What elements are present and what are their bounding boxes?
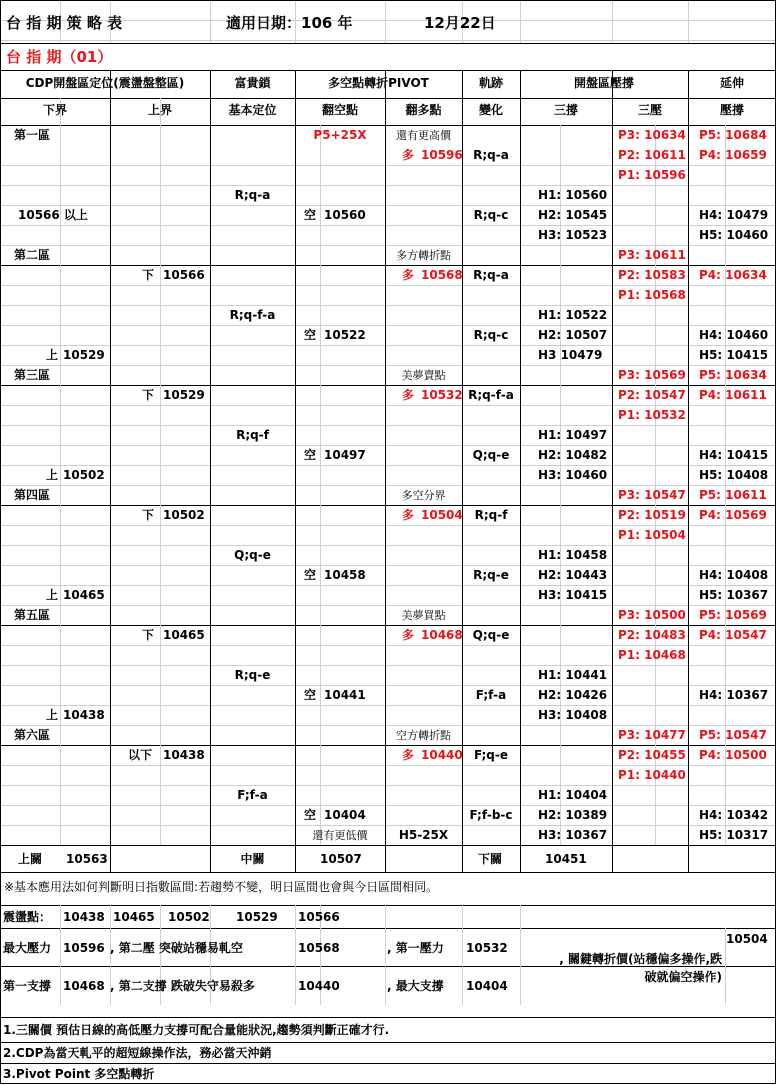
- zone-ext-h4: H4: 10367: [699, 688, 769, 702]
- zone-ext-h4: H4: 10479: [699, 208, 769, 222]
- zone-ext-p5: P5: 10634: [699, 368, 767, 382]
- zone-lower: 10529: [63, 348, 105, 362]
- zone-base: R;q-e: [234, 668, 271, 682]
- col-rich-lock: 富貴鎖: [234, 76, 271, 90]
- col-cdp-group: CDP開盤區定位(震盪盤整區): [25, 76, 185, 90]
- col-extend: 延伸: [719, 76, 744, 90]
- pivot-value: 10504: [726, 932, 768, 946]
- gate-upper-label: 上關: [18, 852, 43, 866]
- short-value: 10522: [324, 328, 366, 342]
- col-open-zone: 開盤區壓撐: [573, 76, 634, 90]
- grid-line: [0, 70, 776, 71]
- oscillation-value: 10502: [168, 910, 210, 924]
- gate-upper-value: 10563: [66, 852, 108, 866]
- zone-ext-p4: P4: 10659: [699, 148, 767, 162]
- gate-middle-label: 中關: [240, 852, 265, 866]
- grid-line: [210, 0, 211, 43]
- zone-upper-tag: 下: [142, 268, 155, 282]
- second-support-value: 10440: [298, 979, 340, 993]
- col-flip-short: 翻空點: [321, 103, 358, 117]
- col-change: 變化: [478, 103, 503, 117]
- grid-line: [0, 245, 776, 246]
- grid-line: [0, 928, 776, 929]
- zone-upper: 10438: [163, 748, 205, 762]
- zone-range: 10566 以上: [18, 208, 88, 222]
- zone-track-top: R;q-f: [474, 508, 508, 522]
- zone-h2: H2: 10443: [538, 568, 608, 582]
- zone-bottom-note: 還有更低價: [312, 829, 368, 842]
- zone-ext-h4: H4: 10415: [699, 448, 769, 462]
- grid-line: [295, 905, 296, 1005]
- zone-base: R;q-f: [236, 428, 269, 442]
- short-mark: 空: [304, 808, 317, 822]
- long-mark: 多: [402, 388, 415, 402]
- grid-line: [0, 225, 776, 226]
- zone-p3: P3: 10547: [618, 488, 686, 502]
- zone-ext-h5: H5: 10367: [699, 588, 769, 602]
- grid-line: [0, 205, 776, 206]
- footnote: 2.CDP為當天軋平的超短線操作法，務必當天沖銷: [3, 1046, 272, 1060]
- zone-name: 第六區: [14, 728, 51, 742]
- zone-track-bottom: R;q-e: [473, 568, 509, 582]
- zone-pivot-note: 多方轉折點: [396, 249, 451, 262]
- zone-lower-tag: 上: [45, 348, 58, 362]
- grid-line: [0, 1042, 776, 1043]
- grid-line: [0, 425, 776, 426]
- grid-line: [0, 825, 776, 826]
- zone-upper: 10465: [163, 628, 205, 642]
- grid-line: [520, 0, 521, 43]
- grid-line: [0, 405, 776, 406]
- zone-pivot-note: 美夢買點: [401, 609, 446, 622]
- zone-track-bottom: Q;q-e: [472, 448, 510, 462]
- zone-lower: 10438: [63, 708, 105, 722]
- grid-line: [0, 265, 776, 266]
- col-flip-long: 翻多點: [405, 103, 442, 117]
- grid-line: [0, 43, 776, 44]
- grid-line: [0, 905, 776, 906]
- pivot-text-1: , 關鍵轉折價(站穩偏多操作,跌: [559, 952, 722, 966]
- grid-line: [0, 1063, 776, 1064]
- zone-p1: P1: 10504: [618, 528, 686, 542]
- grid-line: [160, 98, 161, 845]
- grid-line: [320, 125, 321, 845]
- col-lower: 下界: [42, 103, 67, 117]
- zone-h2: H2: 10426: [538, 688, 608, 702]
- zone-upper-tag: 以下: [128, 748, 153, 762]
- subtitle: 台 指 期（01）: [6, 48, 113, 66]
- footnote: 1.三關價 預估日線的高低壓力支撐可配合量能狀況,趨勢須判斷正確才行.: [3, 1023, 390, 1037]
- grid-line: [0, 465, 776, 466]
- zone-h1: H1: 10404: [538, 788, 608, 802]
- grid-line: [688, 70, 689, 872]
- grid-line: [385, 905, 386, 1005]
- zone-ext-h4: H4: 10342: [699, 808, 769, 822]
- short-value: 10497: [324, 448, 366, 462]
- zone-h2: H2: 10389: [538, 808, 608, 822]
- zone-p1: P1: 10468: [618, 648, 686, 662]
- col-three-support: 三撐: [553, 103, 578, 117]
- max-support-label: , 最大支撐: [387, 979, 444, 993]
- zone-p1: P1: 10568: [618, 288, 686, 302]
- footnote: 3.Pivot Point 多空點轉折: [3, 1067, 155, 1081]
- page-title: 台 指 期 策 略 表: [6, 14, 123, 32]
- zone-lower: 10502: [63, 468, 105, 482]
- zone-ext-h4: H4: 10408: [699, 568, 769, 582]
- grid-line: [0, 805, 776, 806]
- gate-lower-value: 10451: [545, 852, 587, 866]
- zone-ext-p4: P4: 10500: [699, 748, 767, 762]
- grid-line: [462, 905, 463, 1005]
- grid-line: [0, 565, 776, 566]
- grid-line: [0, 872, 776, 873]
- zone-track-bottom: R;q-c: [473, 208, 509, 222]
- long-value: 10468: [421, 628, 463, 642]
- zone-pivot-note: 多空分界: [401, 489, 446, 502]
- zone-lower: 10465: [63, 588, 105, 602]
- grid-line: [0, 345, 776, 346]
- zone-base: R;q-f-a: [229, 308, 276, 322]
- long-mark: 多: [402, 148, 415, 162]
- grid-line: [295, 70, 296, 872]
- short-mark: 空: [304, 448, 317, 462]
- zone-base: Q;q-e: [234, 548, 271, 562]
- zone-track-top: R;q-a: [473, 148, 509, 162]
- zone-h1: H1: 10560: [538, 188, 608, 202]
- zone-p1: P1: 10596: [618, 168, 686, 182]
- first-pressure-label: , 第一壓力: [387, 941, 444, 955]
- zone-p3: P3: 10477: [618, 728, 686, 742]
- zone-bottom-pivot: H5-25X: [398, 828, 449, 842]
- zone-h3: H3: 10367: [538, 828, 608, 842]
- zone-p3: P3: 10569: [618, 368, 686, 382]
- col-track: 軌跡: [478, 76, 503, 90]
- long-value: 10568: [421, 268, 463, 282]
- long-mark: 多: [402, 628, 415, 642]
- zone-lower-tag: 上: [45, 708, 58, 722]
- zone-ext-h5: H5: 10317: [699, 828, 769, 842]
- col-base: 基本定位: [228, 103, 277, 117]
- zone-p2: P2: 10455: [618, 748, 686, 762]
- grid-line: [0, 585, 776, 586]
- zone-ext-p5: P5: 10684: [699, 128, 767, 142]
- zone-ext-p4: P4: 10547: [699, 628, 767, 642]
- zone-name: 第二區: [14, 248, 51, 262]
- col-pivot-group: 多空點轉折PIVOT: [328, 76, 429, 90]
- grid-line: [0, 505, 776, 506]
- long-value: 10532: [421, 388, 463, 402]
- zone-ext-p4: P4: 10569: [699, 508, 767, 522]
- zone-pivot-top: P5+25X: [313, 128, 367, 142]
- zone-h1: H1: 10458: [538, 548, 608, 562]
- grid-line: [520, 905, 521, 1005]
- date-label: 適用日期：106 年: [226, 14, 353, 32]
- grid-line: [0, 705, 776, 706]
- grid-line: [0, 185, 776, 186]
- col-upper: 上界: [147, 103, 172, 117]
- zone-ext-h5: H5: 10460: [699, 228, 769, 242]
- gate-lower-label: 下關: [478, 852, 503, 866]
- long-mark: 多: [402, 268, 415, 282]
- first-support-value: 10468: [63, 979, 105, 993]
- grid-line: [0, 745, 776, 746]
- zone-track-top: Q;q-e: [472, 628, 510, 642]
- zone-h3: H3: 10415: [538, 588, 608, 602]
- zone-lower-tag: 上: [45, 588, 58, 602]
- grid-line: [110, 70, 111, 872]
- zone-ext-h5: H5: 10408: [699, 468, 769, 482]
- oscillation-value: 10438: [63, 910, 105, 924]
- second-support-label: , 第二支撐 跌破失守易殺多: [110, 979, 255, 993]
- zone-h2: H2: 10482: [538, 448, 608, 462]
- zone-name: 第四區: [14, 488, 51, 502]
- grid-line: [0, 645, 776, 646]
- long-value: 10596: [421, 148, 463, 162]
- zone-upper-tag: 下: [142, 628, 155, 642]
- zone-h2: H2: 10545: [538, 208, 608, 222]
- zone-upper: 10502: [163, 508, 205, 522]
- grid-line: [0, 305, 776, 306]
- zone-track-top: R;q-f-a: [468, 388, 514, 402]
- grid-line: [0, 545, 776, 546]
- col-pressure-support: 壓撐: [719, 103, 744, 117]
- zone-base: F;f-a: [237, 788, 268, 802]
- zone-pivot-note: 還有更高價: [396, 129, 451, 142]
- zone-upper: 10566: [163, 268, 205, 282]
- grid-line: [385, 0, 386, 43]
- zone-p2: P2: 10547: [618, 388, 686, 402]
- zone-p3: P3: 10500: [618, 608, 686, 622]
- grid-line: [0, 485, 776, 486]
- grid-line: [612, 0, 613, 43]
- short-mark: 空: [304, 208, 317, 222]
- grid-line: [0, 365, 776, 366]
- zone-upper-tag: 下: [142, 388, 155, 402]
- grid-line: [688, 0, 689, 43]
- second-pressure-value: 10568: [298, 941, 340, 955]
- zone-p2: P2: 10611: [618, 148, 686, 162]
- second-pressure-label: , 第二壓 突破站穩易軋空: [110, 941, 243, 955]
- zone-h1: H1: 10522: [538, 308, 608, 322]
- short-value: 10560: [324, 208, 366, 222]
- zone-ext-p5: P5: 10547: [699, 728, 767, 742]
- max-support-value: 10404: [466, 979, 508, 993]
- zone-h1: H1: 10441: [538, 668, 608, 682]
- short-mark: 空: [304, 328, 317, 342]
- zone-pivot-note: 美夢賣點: [401, 369, 446, 382]
- zone-h1: H1: 10497: [538, 428, 608, 442]
- grid-line: [0, 165, 776, 166]
- zone-ext-p4: P4: 10611: [699, 388, 767, 402]
- zone-track-bottom: R;q-c: [473, 328, 509, 342]
- grid-line: [0, 525, 776, 526]
- zone-name: 第五區: [14, 608, 51, 622]
- zone-ext-h5: H5: 10415: [699, 348, 769, 362]
- zone-p2: P2: 10583: [618, 268, 686, 282]
- zone-ext-p5: P5: 10569: [699, 608, 767, 622]
- short-mark: 空: [304, 568, 317, 582]
- grid-line: [0, 98, 776, 99]
- long-value: 10440: [421, 748, 463, 762]
- zone-track-top: R;q-a: [473, 268, 509, 282]
- grid-line: [0, 785, 776, 786]
- first-pressure-value: 10532: [466, 941, 508, 955]
- zone-h3: H3: 10523: [538, 228, 608, 242]
- long-mark: 多: [402, 748, 415, 762]
- zone-track-bottom: F;f-b-c: [469, 808, 513, 822]
- grid-line: [0, 285, 776, 286]
- gate-middle-value: 10507: [320, 852, 362, 866]
- zone-h3: H3: 10460: [538, 468, 608, 482]
- grid-line: [0, 765, 776, 766]
- zone-p2: P2: 10483: [618, 628, 686, 642]
- zone-pivot-note: 空方轉折點: [396, 729, 451, 742]
- grid-line: [612, 70, 613, 872]
- date-value: 12月22日: [424, 14, 496, 32]
- first-support-label: 第一支撐: [3, 979, 52, 993]
- oscillation-value: 10529: [236, 910, 278, 924]
- grid-line: [0, 325, 776, 326]
- long-value: 10504: [421, 508, 463, 522]
- basic-note: ※基本應用法如何判斷明日指數區間:若趨勢不變，明日區間也會與今日區間相同。: [4, 880, 439, 894]
- col-three-pressure: 三壓: [637, 103, 662, 117]
- zone-ext-h4: H4: 10460: [699, 328, 769, 342]
- short-mark: 空: [304, 688, 317, 702]
- pivot-text-2: 破就偏空操作): [644, 970, 722, 984]
- zone-track-bottom: F;f-a: [475, 688, 507, 702]
- short-value: 10404: [324, 808, 366, 822]
- zone-h3: H3: 10408: [538, 708, 608, 722]
- max-pressure-label: 最大壓力: [3, 941, 52, 955]
- grid-line: [60, 905, 61, 1005]
- short-value: 10458: [324, 568, 366, 582]
- zone-ext-p5: P5: 10611: [699, 488, 767, 502]
- grid-line: [0, 966, 776, 967]
- grid-line: [0, 445, 776, 446]
- zone-lower-tag: 上: [45, 468, 58, 482]
- grid-line: [0, 685, 776, 686]
- grid-line: [385, 70, 386, 872]
- grid-line: [520, 70, 521, 872]
- grid-line: [0, 125, 776, 126]
- zone-name: 第一區: [14, 128, 51, 142]
- zone-base: R;q-a: [234, 188, 271, 202]
- zone-p1: P1: 10532: [618, 408, 686, 422]
- oscillation-label: 震盪點：: [3, 910, 52, 924]
- grid-line: [0, 725, 776, 726]
- oscillation-value: 10566: [298, 910, 340, 924]
- grid-line: [0, 385, 776, 386]
- zone-h3: H3 10479: [538, 348, 603, 362]
- zone-upper: 10529: [163, 388, 205, 402]
- grid-line: [0, 1017, 776, 1018]
- grid-line: [0, 40, 776, 41]
- zone-p3: P3: 10611: [618, 248, 686, 262]
- oscillation-value: 10465: [113, 910, 155, 924]
- zone-ext-p4: P4: 10634: [699, 268, 767, 282]
- zone-upper-tag: 下: [142, 508, 155, 522]
- grid-line: [0, 625, 776, 626]
- zone-h2: H2: 10507: [538, 328, 608, 342]
- zone-p1: P1: 10440: [618, 768, 686, 782]
- zone-track-top: F;q-e: [473, 748, 509, 762]
- grid-line: [0, 605, 776, 606]
- zone-p3: P3: 10634: [618, 128, 686, 142]
- zone-p2: P2: 10519: [618, 508, 686, 522]
- zone-name: 第三區: [14, 368, 51, 382]
- max-pressure-value: 10596: [63, 941, 105, 955]
- long-mark: 多: [402, 508, 415, 522]
- grid-line: [0, 845, 776, 846]
- grid-line: [0, 665, 776, 666]
- short-value: 10441: [324, 688, 366, 702]
